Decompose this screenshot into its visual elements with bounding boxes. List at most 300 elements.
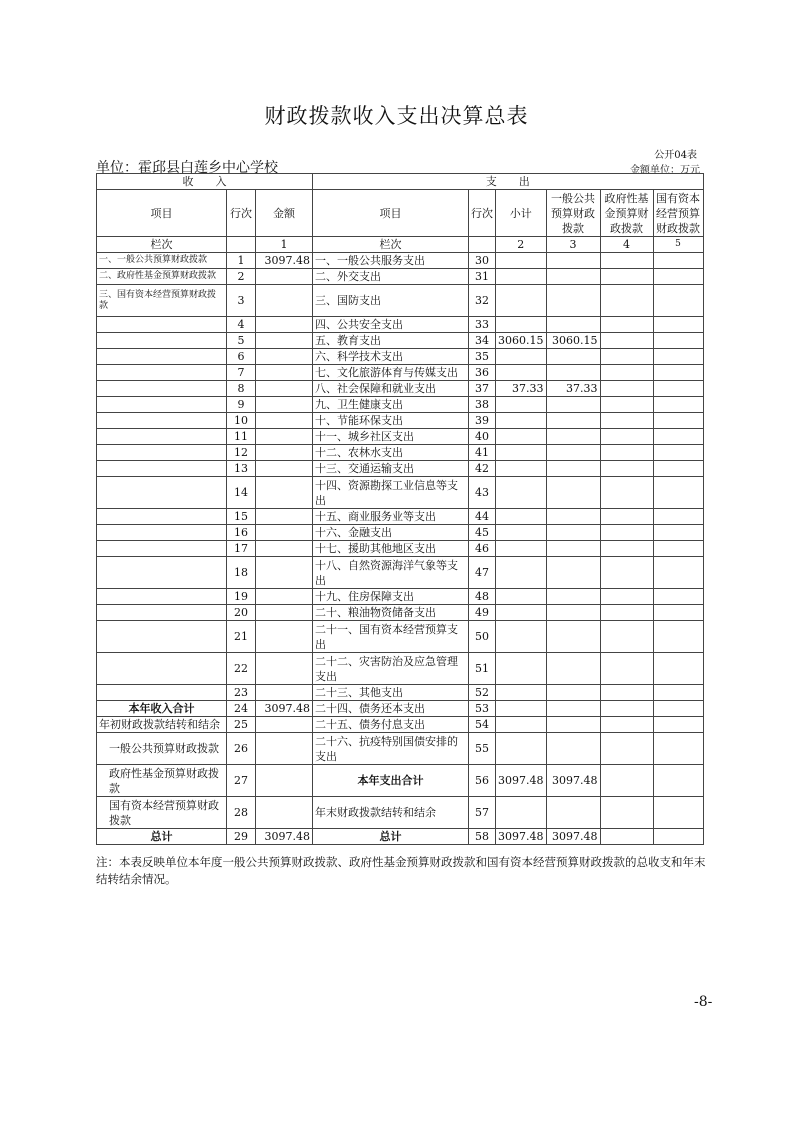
expense-subtotal [496, 541, 547, 557]
expense-general: 3097.48 [546, 829, 600, 845]
expense-item: 二、外交支出 [313, 269, 469, 285]
expense-general [546, 733, 600, 765]
expense-item: 本年支出合计 [313, 765, 469, 797]
table-row [97, 285, 704, 317]
expense-row-no: 40 [469, 429, 496, 445]
expense-item: 三、国防支出 [313, 285, 469, 317]
expense-subtotal [496, 285, 547, 317]
expense-fund [600, 349, 653, 365]
expense-row-no: 43 [469, 477, 496, 509]
expense-general: 37.33 [546, 381, 600, 397]
expense-row-no: 51 [469, 653, 496, 685]
expense-item: 十九、住房保障支出 [313, 589, 469, 605]
expense-general [546, 285, 600, 317]
expense-fund [600, 413, 653, 429]
expense-general [546, 797, 600, 829]
expense-state [653, 349, 703, 365]
expense-fund [600, 685, 653, 701]
expense-state [653, 797, 703, 829]
income-row-no: 23 [227, 685, 256, 701]
table-row [97, 429, 704, 445]
income-row-no: 9 [227, 397, 256, 413]
expense-state [653, 829, 703, 845]
income-item [97, 381, 227, 397]
income-amount [256, 413, 313, 429]
income-amount: 3097.48 [256, 829, 313, 845]
lanci-col2: 2 [496, 237, 547, 253]
expense-subtotal [496, 413, 547, 429]
table-row [97, 685, 704, 701]
table-row [97, 701, 704, 717]
income-item [97, 653, 227, 685]
col-header-row-no: 行次 [227, 190, 256, 237]
header-row-group [97, 174, 704, 190]
income-row-no: 12 [227, 445, 256, 461]
expense-item: 年末财政拨款结转和结余 [313, 797, 469, 829]
income-item: 本年收入合计 [97, 701, 227, 717]
table-row [97, 333, 704, 349]
income-amount [256, 477, 313, 509]
income-amount [256, 765, 313, 797]
expense-general [546, 557, 600, 589]
income-amount [256, 381, 313, 397]
income-item [97, 333, 227, 349]
expense-fund [600, 381, 653, 397]
col-header-general: 一般公共预算财政拨款 [546, 190, 600, 237]
income-row-no: 8 [227, 381, 256, 397]
expense-general [546, 717, 600, 733]
unit-label: 单位：霍邱县白莲乡中心学校 [96, 160, 278, 176]
income-item [97, 525, 227, 541]
table-row [97, 253, 704, 269]
expense-item: 二十五、债务付息支出 [313, 717, 469, 733]
form-number: 公开04表 [654, 150, 697, 161]
expense-fund [600, 557, 653, 589]
expense-fund [600, 717, 653, 733]
table-row [97, 461, 704, 477]
table-row [97, 797, 704, 829]
income-item [97, 461, 227, 477]
income-item [97, 605, 227, 621]
expense-fund [600, 589, 653, 605]
expense-row-no: 58 [469, 829, 496, 845]
expense-general [546, 685, 600, 701]
expense-subtotal [496, 477, 547, 509]
expense-item: 十六、金融支出 [313, 525, 469, 541]
income-row-no: 7 [227, 365, 256, 381]
income-amount: 3097.48 [256, 253, 313, 269]
expense-fund [600, 397, 653, 413]
col-header-fund: 政府性基金预算财政拨款 [600, 190, 653, 237]
expense-general [546, 445, 600, 461]
expense-row-no: 54 [469, 717, 496, 733]
income-amount [256, 509, 313, 525]
expense-state [653, 445, 703, 461]
table-row [97, 733, 704, 765]
table-row [97, 365, 704, 381]
table-row [97, 589, 704, 605]
table-row [97, 541, 704, 557]
expense-general [546, 653, 600, 685]
expense-row-no: 30 [469, 253, 496, 269]
expense-item: 十八、自然资源海洋气象等支出 [313, 557, 469, 589]
income-item [97, 365, 227, 381]
expense-row-no: 31 [469, 269, 496, 285]
col-header-exp-item: 项目 [313, 190, 469, 237]
table-row [97, 525, 704, 541]
income-item [97, 589, 227, 605]
header-row-columns [97, 190, 704, 237]
expense-item: 十三、交通运输支出 [313, 461, 469, 477]
income-row-no: 24 [227, 701, 256, 717]
expense-general [546, 477, 600, 509]
income-amount [256, 621, 313, 653]
expense-fund [600, 525, 653, 541]
expense-general [546, 701, 600, 717]
table-row [97, 621, 704, 653]
expense-row-no: 36 [469, 365, 496, 381]
lanci-col4: 4 [600, 237, 653, 253]
col-header-state: 国有资本经营预算财政拨款 [653, 190, 703, 237]
expense-fund [600, 701, 653, 717]
income-amount [256, 589, 313, 605]
expense-general: 3060.15 [546, 333, 600, 349]
expense-row-no: 42 [469, 461, 496, 477]
col-header-amount: 金额 [256, 190, 313, 237]
table-row [97, 717, 704, 733]
income-item [97, 445, 227, 461]
expense-item: 九、卫生健康支出 [313, 397, 469, 413]
income-amount [256, 365, 313, 381]
table-row [97, 605, 704, 621]
income-item [97, 557, 227, 589]
expense-row-no: 52 [469, 685, 496, 701]
income-item: 二、政府性基金预算财政拨款 [97, 269, 227, 285]
expense-general [546, 429, 600, 445]
expense-general: 3097.48 [546, 765, 600, 797]
expense-general [546, 605, 600, 621]
expense-fund [600, 285, 653, 317]
expense-fund [600, 365, 653, 381]
expense-state [653, 589, 703, 605]
expense-item: 二十四、债务还本支出 [313, 701, 469, 717]
income-row-no: 11 [227, 429, 256, 445]
income-item [97, 317, 227, 333]
expense-subtotal: 37.33 [496, 381, 547, 397]
expense-subtotal [496, 445, 547, 461]
expense-fund [600, 829, 653, 845]
income-item: 国有资本经营预算财政拨款 [97, 797, 227, 829]
expense-header: 支 出 [313, 174, 704, 190]
expense-subtotal [496, 653, 547, 685]
expense-row-no: 37 [469, 381, 496, 397]
income-row-no: 19 [227, 589, 256, 605]
expense-general [546, 509, 600, 525]
expense-subtotal [496, 733, 547, 765]
income-amount [256, 717, 313, 733]
expense-general [546, 413, 600, 429]
expense-fund [600, 461, 653, 477]
expense-item: 十五、商业服务业等支出 [313, 509, 469, 525]
income-amount: 3097.48 [256, 701, 313, 717]
expense-state [653, 541, 703, 557]
income-row-no: 6 [227, 349, 256, 365]
expense-state [653, 557, 703, 589]
budget-table [96, 173, 704, 845]
income-amount [256, 653, 313, 685]
expense-item: 二十、粮油物资储备支出 [313, 605, 469, 621]
income-row-no: 28 [227, 797, 256, 829]
income-amount [256, 557, 313, 589]
income-item: 三、国有资本经营预算财政拨款 [97, 285, 227, 317]
income-amount [256, 525, 313, 541]
income-amount [256, 605, 313, 621]
expense-state [653, 365, 703, 381]
expense-state [653, 717, 703, 733]
expense-fund [600, 445, 653, 461]
income-amount [256, 429, 313, 445]
expense-state [653, 285, 703, 317]
expense-state [653, 605, 703, 621]
table-row [97, 477, 704, 509]
expense-fund [600, 477, 653, 509]
income-item: 一、一般公共预算财政拨款 [97, 253, 227, 269]
expense-row-no: 32 [469, 285, 496, 317]
income-item [97, 621, 227, 653]
expense-subtotal [496, 525, 547, 541]
expense-subtotal: 3097.48 [496, 765, 547, 797]
expense-general [546, 621, 600, 653]
lanci-label: 栏次 [97, 237, 227, 253]
expense-general [546, 349, 600, 365]
income-amount [256, 285, 313, 317]
income-row-no: 15 [227, 509, 256, 525]
expense-item: 八、社会保障和就业支出 [313, 381, 469, 397]
expense-subtotal [496, 509, 547, 525]
income-item [97, 349, 227, 365]
income-row-no: 17 [227, 541, 256, 557]
expense-state [653, 429, 703, 445]
expense-item: 十七、援助其他地区支出 [313, 541, 469, 557]
income-row-no: 21 [227, 621, 256, 653]
col-header-exp-row-no: 行次 [469, 190, 496, 237]
expense-subtotal [496, 605, 547, 621]
expense-general [546, 253, 600, 269]
income-row-no: 1 [227, 253, 256, 269]
lanci-label-exp: 栏次 [313, 237, 469, 253]
income-item [97, 541, 227, 557]
expense-subtotal [496, 797, 547, 829]
expense-subtotal [496, 701, 547, 717]
expense-row-no: 49 [469, 605, 496, 621]
expense-subtotal [496, 461, 547, 477]
page-title: 财政拨款收入支出决算总表 [264, 104, 529, 128]
expense-state [653, 477, 703, 509]
lanci-col3: 3 [546, 237, 600, 253]
income-row-no: 10 [227, 413, 256, 429]
income-amount [256, 797, 313, 829]
expense-general [546, 589, 600, 605]
expense-general [546, 397, 600, 413]
table-row [97, 829, 704, 845]
expense-item: 二十三、其他支出 [313, 685, 469, 701]
income-amount [256, 397, 313, 413]
expense-state [653, 653, 703, 685]
expense-subtotal [496, 429, 547, 445]
income-row-no: 18 [227, 557, 256, 589]
lanci-empty [227, 237, 256, 253]
expense-state [653, 461, 703, 477]
expense-state [653, 685, 703, 701]
expense-fund [600, 269, 653, 285]
expense-state [653, 621, 703, 653]
income-item [97, 477, 227, 509]
expense-general [546, 461, 600, 477]
table-row [97, 557, 704, 589]
income-amount [256, 445, 313, 461]
expense-row-no: 33 [469, 317, 496, 333]
lanci-empty-exp [469, 237, 496, 253]
expense-item: 七、文化旅游体育与传媒支出 [313, 365, 469, 381]
expense-state [653, 333, 703, 349]
income-row-no: 22 [227, 653, 256, 685]
expense-item: 二十六、抗疫特别国债安排的支出 [313, 733, 469, 765]
income-row-no: 14 [227, 477, 256, 509]
money-unit: 金额单位：万元 [630, 165, 700, 176]
table-row [97, 381, 704, 397]
income-header: 收 入 [97, 174, 313, 190]
expense-item: 五、教育支出 [313, 333, 469, 349]
income-item: 政府性基金预算财政拨款 [97, 765, 227, 797]
expense-item: 二十一、国有资本经营预算支出 [313, 621, 469, 653]
expense-general [546, 317, 600, 333]
expense-general [546, 365, 600, 381]
lanci-row [97, 237, 704, 253]
expense-item: 十二、农林水支出 [313, 445, 469, 461]
expense-state [653, 525, 703, 541]
expense-state [653, 413, 703, 429]
income-amount [256, 333, 313, 349]
income-row-no: 26 [227, 733, 256, 765]
table-row [97, 349, 704, 365]
expense-item: 六、科学技术支出 [313, 349, 469, 365]
expense-fund [600, 333, 653, 349]
income-item: 一般公共预算财政拨款 [97, 733, 227, 765]
income-item [97, 429, 227, 445]
expense-subtotal [496, 317, 547, 333]
income-row-no: 4 [227, 317, 256, 333]
income-row-no: 29 [227, 829, 256, 845]
income-amount [256, 685, 313, 701]
income-row-no: 3 [227, 285, 256, 317]
income-amount [256, 269, 313, 285]
expense-row-no: 41 [469, 445, 496, 461]
expense-row-no: 46 [469, 541, 496, 557]
expense-row-no: 44 [469, 509, 496, 525]
income-amount [256, 317, 313, 333]
expense-subtotal [496, 365, 547, 381]
table-row [97, 317, 704, 333]
col-header-subtotal: 小计 [496, 190, 547, 237]
income-amount [256, 349, 313, 365]
expense-row-no: 50 [469, 621, 496, 653]
income-item: 年初财政拨款结转和结余 [97, 717, 227, 733]
expense-fund [600, 621, 653, 653]
income-item [97, 685, 227, 701]
expense-subtotal [496, 269, 547, 285]
expense-fund [600, 541, 653, 557]
expense-subtotal [496, 717, 547, 733]
income-row-no: 2 [227, 269, 256, 285]
expense-state [653, 509, 703, 525]
expense-row-no: 34 [469, 333, 496, 349]
expense-fund [600, 653, 653, 685]
table-row [97, 765, 704, 797]
expense-row-no: 47 [469, 557, 496, 589]
expense-general [546, 541, 600, 557]
expense-row-no: 38 [469, 397, 496, 413]
expense-row-no: 39 [469, 413, 496, 429]
expense-fund [600, 253, 653, 269]
expense-item: 总计 [313, 829, 469, 845]
income-item [97, 413, 227, 429]
expense-state [653, 269, 703, 285]
table-row [97, 397, 704, 413]
expense-item: 十四、资源勘探工业信息等支出 [313, 477, 469, 509]
expense-fund [600, 797, 653, 829]
expense-row-no: 48 [469, 589, 496, 605]
table-row [97, 413, 704, 429]
expense-item: 二十二、灾害防治及应急管理支出 [313, 653, 469, 685]
expense-subtotal [496, 397, 547, 413]
lanci-col1: 1 [256, 237, 313, 253]
expense-row-no: 53 [469, 701, 496, 717]
expense-fund [600, 317, 653, 333]
expense-row-no: 45 [469, 525, 496, 541]
income-item [97, 509, 227, 525]
expense-fund [600, 733, 653, 765]
income-amount [256, 461, 313, 477]
expense-subtotal [496, 349, 547, 365]
expense-general [546, 269, 600, 285]
page-number: -8- [694, 994, 713, 1010]
col-header-item: 项目 [97, 190, 227, 237]
expense-state [653, 253, 703, 269]
income-item [97, 397, 227, 413]
expense-subtotal [496, 557, 547, 589]
expense-fund [600, 509, 653, 525]
expense-subtotal [496, 589, 547, 605]
income-row-no: 27 [227, 765, 256, 797]
expense-row-no: 35 [469, 349, 496, 365]
table-row [97, 445, 704, 461]
expense-subtotal [496, 621, 547, 653]
expense-state [653, 765, 703, 797]
expense-subtotal: 3060.15 [496, 333, 547, 349]
expense-state [653, 397, 703, 413]
expense-row-no: 57 [469, 797, 496, 829]
expense-item: 一、一般公共服务支出 [313, 253, 469, 269]
expense-fund [600, 605, 653, 621]
lanci-col5: 5 [653, 237, 703, 253]
expense-item: 四、公共安全支出 [313, 317, 469, 333]
table-row [97, 269, 704, 285]
income-row-no: 16 [227, 525, 256, 541]
income-amount [256, 541, 313, 557]
expense-row-no: 56 [469, 765, 496, 797]
income-row-no: 25 [227, 717, 256, 733]
expense-state [653, 381, 703, 397]
